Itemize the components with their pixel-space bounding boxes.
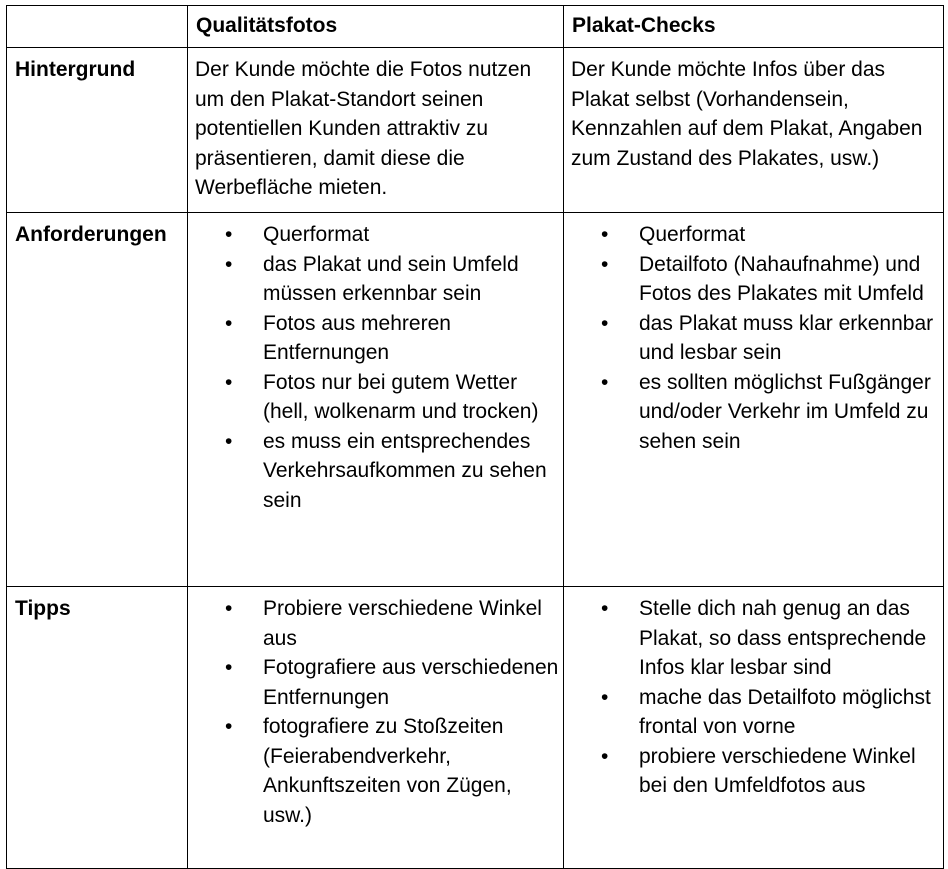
list-item: [564, 742, 939, 801]
bullet-list: [188, 594, 559, 830]
bullet-icon: •: [601, 744, 609, 768]
corner-cell: [7, 6, 188, 48]
row-label-hintergrund: Hintergrund: [7, 48, 188, 213]
row-label-anforderungen: Anforderungen: [7, 213, 188, 587]
bullet-icon: •: [225, 370, 233, 394]
bullet-icon: •: [225, 715, 233, 738]
list-item-text: Querformat: [263, 223, 370, 246]
list-item-text: das Plakat muss klar erkennbar und lesbar sein: [639, 311, 934, 364]
bullet-icon: •: [601, 311, 609, 335]
tipps-plakat-checks: [564, 587, 944, 869]
bullet-icon: •: [225, 597, 233, 620]
list-item: [564, 250, 939, 309]
comparison-table: [6, 5, 944, 869]
hintergrund-qualitaetsfotos: Der Kunde möchte die Fotos nutzen um den Plakat-Standort seinen potentiellen Kunden attraktiv zu präsentieren, damit diese die Werbefläche mieten.: [188, 48, 564, 213]
bullet-icon: •: [225, 656, 233, 679]
bullet-list: [564, 220, 939, 456]
list-item: [564, 368, 939, 457]
list-item-text: probiere verschiedene Winkel bei den Umfeldfotos aus: [639, 744, 916, 797]
list-item: [188, 368, 559, 427]
bullet-icon: •: [225, 311, 233, 335]
list-item: [564, 594, 939, 683]
list-item-text: Probiere verschiedene Winkel aus: [263, 597, 542, 650]
tipps-qualitaetsfotos: [188, 587, 564, 869]
list-item-text: das Plakat und sein Umfeld müssen erkennbar sein: [263, 252, 519, 305]
bullet-icon: •: [601, 223, 609, 246]
header-row: [7, 6, 944, 48]
bullet-icon: •: [225, 223, 233, 246]
list-item-text: Detailfoto (Nahaufnahme) und Fotos des Plakates mit Umfeld: [639, 252, 924, 305]
list-item-text: es muss ein entsprechendes Verkehrsaufkommen zu sehen sein: [263, 429, 547, 512]
list-item: [564, 309, 939, 368]
row-hintergrund: [7, 48, 944, 213]
list-item-text: mache das Detailfoto möglichst frontal von vorne: [639, 685, 931, 738]
list-item: [188, 220, 559, 250]
anforderungen-plakat-checks: [564, 213, 944, 587]
list-item: [188, 653, 559, 712]
list-item: [188, 712, 559, 830]
row-tipps: [7, 587, 944, 869]
list-item: [188, 427, 559, 516]
list-item: [188, 250, 559, 309]
bullet-list: [188, 220, 559, 515]
row-label-tipps: Tipps: [7, 587, 188, 869]
anforderungen-qualitaetsfotos: [188, 213, 564, 587]
bullet-icon: •: [601, 370, 609, 394]
list-item-text: Querformat: [639, 223, 746, 246]
list-item: [188, 594, 559, 653]
row-anforderungen: [7, 213, 944, 587]
hintergrund-plakat-checks: Der Kunde möchte Infos über das Plakat selbst (Vorhandensein, Kennzahlen auf dem Plakat, Angaben zum Zustand des Plakates, usw.): [564, 48, 944, 213]
bullet-list: [564, 594, 939, 801]
list-item-text: Stelle dich nah genug an das Plakat, so dass entsprechende Infos klar lesbar sind: [639, 597, 927, 679]
list-item: [564, 220, 939, 250]
list-item-text: Fotografiere aus verschiedenen Entfernungen: [263, 656, 559, 709]
column-header-plakat-checks: Plakat-Checks: [564, 6, 944, 48]
bullet-icon: •: [225, 429, 233, 453]
list-item: [564, 683, 939, 742]
list-item-text: Fotos nur bei gutem Wetter (hell, wolkenarm und trocken): [263, 370, 539, 423]
bullet-icon: •: [601, 685, 609, 709]
bullet-icon: •: [225, 252, 233, 276]
bullet-icon: •: [601, 597, 609, 620]
list-item-text: Fotos aus mehreren Entfernungen: [263, 311, 451, 364]
list-item-text: fotografiere zu Stoßzeiten (Feierabendverkehr, Ankunftszeiten von Zügen, usw.): [263, 715, 512, 827]
list-item-text: es sollten möglichst Fußgänger und/oder Verkehr im Umfeld zu sehen sein: [639, 370, 931, 453]
list-item: [188, 309, 559, 368]
bullet-icon: •: [601, 252, 609, 276]
column-header-qualitaetsfotos: Qualitätsfotos: [188, 6, 564, 48]
